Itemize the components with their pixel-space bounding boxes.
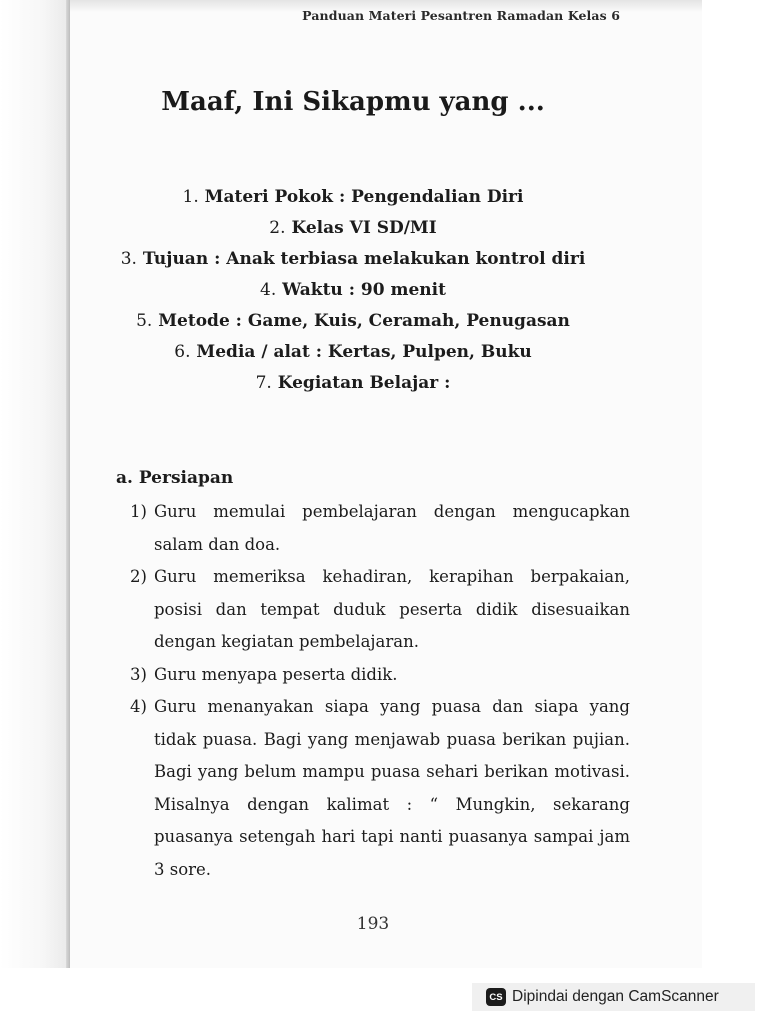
watermark-text: Dipindai dengan CamScanner [512, 988, 719, 1005]
camscanner-watermark [472, 983, 755, 1011]
lesson-plan-item: 3. Tujuan : Anak terbiasa melakukan kontrol diri [120, 249, 586, 269]
scan-right-margin [702, 0, 768, 968]
running-header: Panduan Materi Pesantren Ramadan Kelas 6 [302, 8, 620, 23]
page-title: Maaf, Ini Sikapmu yang ... [161, 87, 545, 118]
lesson-plan-item: 2. Kelas VI SD/MI [269, 218, 437, 238]
lesson-plan-item: 4. Waktu : 90 menit [260, 280, 446, 300]
step-text: Guru menanyakan siapa yang puasa dan siapa yang tidak puasa. Bagi yang menjawab puasa berikan pujian. Bagi yang belum mampu puasa sehari berikan motivasi. Misalnya dengan kalimat : “ Mungkin, sekarang puasanya setengah hari tapi nanti puasanya sampai jam 3 sore. [154, 697, 630, 879]
section-heading: a. Persiapan [116, 468, 234, 488]
preparation-steps [130, 496, 630, 886]
step-text: Guru menyapa peserta didik. [154, 664, 398, 684]
lesson-plan-item: 7. Kegiatan Belajar : [255, 373, 451, 393]
step-marker: 3) [130, 664, 147, 684]
lesson-plan-item: 6. Media / alat : Kertas, Pulpen, Buku [174, 342, 532, 362]
lesson-plan-item: 5. Metode : Game, Kuis, Ceramah, Penugasan [136, 311, 570, 331]
step-text: Guru memeriksa kehadiran, kerapihan berpakaian, posisi dan tempat duduk peserta didik disesuaikan dengan kegiatan pembelajaran. [154, 567, 630, 651]
scan-left-margin [0, 0, 70, 968]
step-text: Guru memulai pembelajaran dengan mengucapkan salam dan doa. [154, 502, 630, 554]
preparation-step [130, 561, 630, 659]
preparation-step [130, 691, 630, 886]
step-marker: 4) [130, 697, 147, 716]
camscanner-logo-icon: CS [486, 988, 506, 1006]
step-marker: 1) [130, 502, 147, 521]
lesson-plan-list [70, 182, 636, 399]
preparation-step [130, 659, 630, 692]
preparation-step [130, 496, 630, 561]
page-number: 193 [356, 914, 390, 934]
step-marker: 2) [130, 567, 147, 586]
lesson-plan-item: 1. Materi Pokok : Pengendalian Diri [182, 187, 524, 207]
